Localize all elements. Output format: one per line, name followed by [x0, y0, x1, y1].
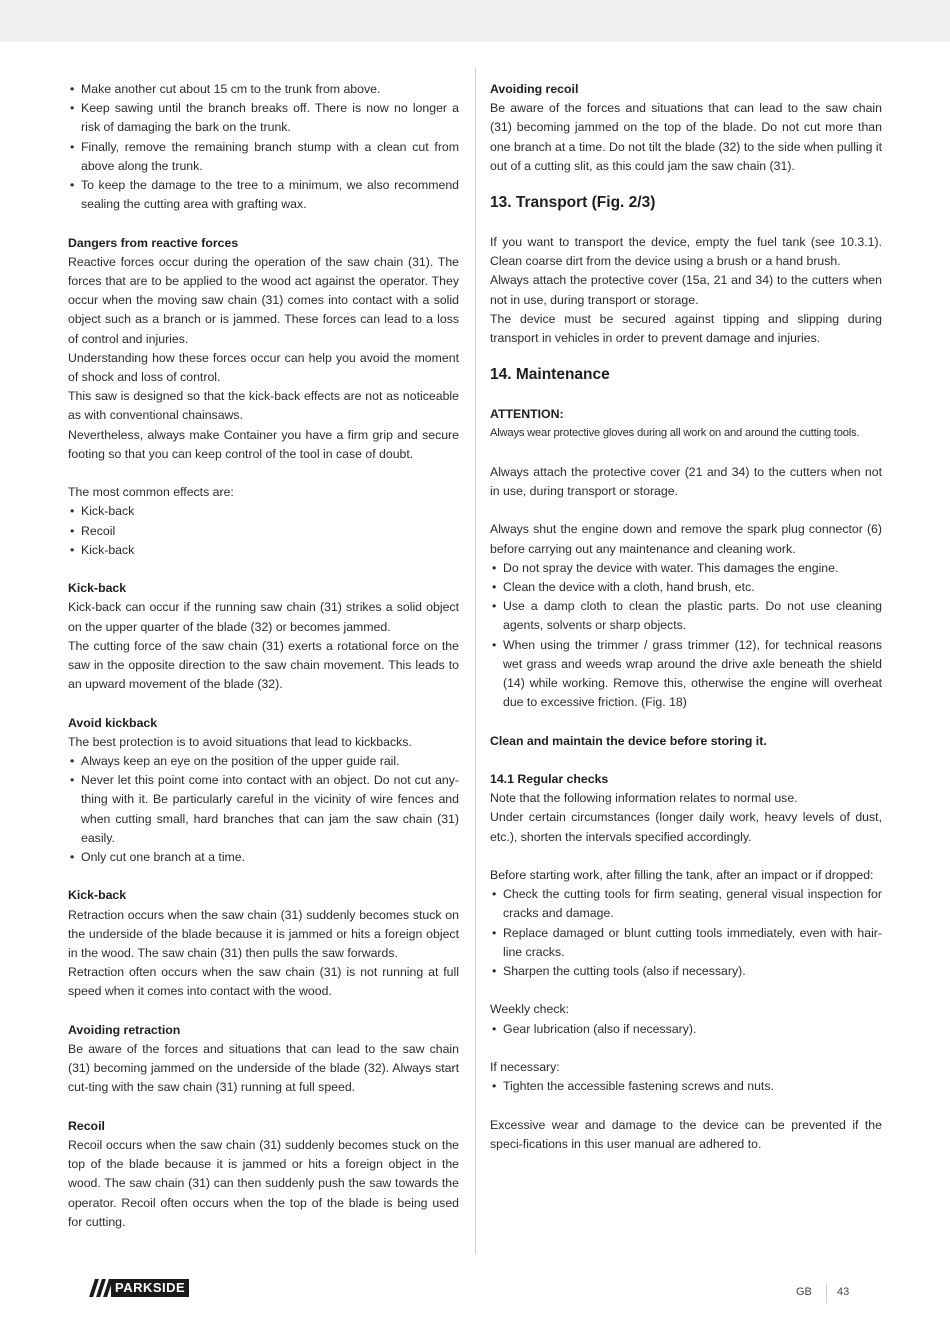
list-item: • Keep sawing until the branch breaks off. There is now no longer a risk of damaging the bark on the trunk.	[68, 99, 459, 137]
paragraph: If you want to transport the device, empty the fuel tank (see 10.3.1). Clean coarse dirt from the device using a brush or a hand brush.	[490, 235, 882, 269]
avoid-kickback-list	[68, 752, 459, 867]
paragraph: Always attach the protective cover (15a, 21 and 34) to the cutters when not in use, during transport or storage.	[490, 273, 882, 307]
paragraph: The best protection is to avoid situations that lead to kickbacks.	[68, 734, 412, 749]
list-item: • When using the trimmer / grass trimmer (12), for technical reasons wet grass and weeds wrap around the drive axle beneath the shield (14) while working. Remove this, otherwise the engine will overheat due to excessive friction. (Fig. 18)	[490, 636, 882, 713]
list-item: • Replace damaged or blunt cutting tools immediately, even with hair-line cracks.	[490, 924, 882, 962]
kickback2-heading: Kick-back	[68, 888, 127, 903]
list-item: • Only cut one branch at a time.	[68, 848, 459, 867]
list-item: • Clean the device with a cloth, hand brush, etc.	[490, 578, 882, 597]
avoiding-recoil-heading: Avoiding recoil	[490, 82, 579, 96]
list-item: • Kick-back	[68, 541, 459, 560]
list-item: • Gear lubrication (also if necessary).	[490, 1020, 882, 1039]
logo-slashes-icon	[89, 1279, 111, 1297]
necessary-intro: If necessary:	[490, 1060, 560, 1075]
paragraph: Recoil occurs when the saw chain (31) suddenly becomes stuck on the top of the blade because it is jammed or hits a foreign object in the wood. The saw chain (31) can then suddenly push the saw towards the operator. Recoil often occurs when the top of the blade is being used for cutting.	[68, 1138, 459, 1229]
paragraph: Kick-back can occur if the running saw chain (31) strikes a solid object on the upper quarter of the blade (32) or becomes jammed.	[68, 600, 459, 634]
paragraph: Before starting work, after filling the tank, after an impact or if dropped:	[490, 868, 874, 883]
attention-text: Always wear protective gloves during all work on and around the cutting tools.	[490, 427, 860, 440]
paragraph: Always shut the engine down and remove the spark plug connector (6) before carrying out any maintenance and cleaning work.	[490, 522, 882, 556]
paragraph: Be aware of the forces and situations that can lead to the saw chain (31) becoming jammed on the underside of the blade (32). Always start cut-ting with the saw chain (31) running at full speed.	[68, 1042, 459, 1095]
weekly-list	[490, 1020, 882, 1039]
list-item: • Always keep an eye on the position of the upper guide rail.	[68, 752, 459, 771]
common-effects-intro: The most common effects are:	[68, 485, 234, 500]
brand-name: PARKSIDE	[111, 1279, 189, 1297]
list-item: • Sharpen the cutting tools (also if necessary).	[490, 962, 882, 981]
paragraph: This saw is designed so that the kick-back effects are not as noticeable as with conventional chainsaws.	[68, 389, 459, 423]
transport-heading: 13. Transport (Fig. 2/3)	[490, 194, 656, 212]
paragraph: Note that the following information relates to normal use.	[490, 791, 798, 806]
left-column	[68, 80, 459, 1232]
paragraph: The device must be secured against tipping and slipping during transport in vehicles in order to prevent damage and injuries.	[490, 311, 882, 346]
paragraph: Retraction often occurs when the saw chain (31) is not running at full speed when it comes into contact with the wood.	[68, 965, 459, 999]
necessary-list	[490, 1077, 882, 1096]
language-code: GB	[796, 1286, 812, 1298]
paragraph: Nevertheless, always make Container you have a firm grip and secure footing so that you can keep control of the tool in case of doubt.	[68, 427, 459, 461]
dangers-heading: Dangers from reactive forces	[68, 235, 239, 250]
list-item: • Kick-back	[68, 502, 459, 521]
list-item: • Never let this point come into contact with an object. Do not cut any-thing with it. Be particularly careful in the vicinity of wire fences and when cutting small, hard branches that can jam the saw chain (31) easily.	[68, 771, 459, 848]
list-item: • To keep the damage to the tree to a minimum, we also recommend sealing the cutting area with grafting wax.	[68, 176, 459, 214]
paragraph: Retraction occurs when the saw chain (31) suddenly becomes stuck on the underside of the blade because it is jammed or hits a foreign object in the wood. The saw chain (31) then pulls the saw forwards.	[68, 907, 459, 961]
paragraph: Reactive forces occur during the operation of the saw chain (31). The forces that are to be applied to the wood act against the operator. They occur when the moving saw chain (31) comes into contact with a solid object such as a branch or is jammed. These forces can lead to a loss of control and injuries.	[68, 254, 459, 346]
avoid-kickback-heading: Avoid kickback	[68, 715, 158, 730]
maintenance-heading: 14. Maintenance	[490, 366, 610, 384]
paragraph: The cutting force of the saw chain (31) exerts a rotational force on the saw in the opposite direction to the saw chain movement. This leads to an upward movement of the blade (32).	[68, 638, 459, 692]
kickback-heading: Kick-back	[68, 581, 127, 596]
weekly-intro: Weekly check:	[490, 1002, 570, 1017]
list-item: • Recoil	[68, 522, 459, 541]
right-column	[490, 80, 882, 1154]
page-number: 43	[837, 1286, 850, 1298]
list-item: • Make another cut about 15 cm to the trunk from above.	[68, 80, 459, 99]
paragraph: Always attach the protective cover (21 and 34) to the cutters when not in use, during transport or storage.	[490, 464, 882, 499]
store-note: Clean and maintain the device before storing it.	[490, 733, 767, 748]
before-work-list	[490, 885, 882, 981]
intro-bullets	[68, 80, 459, 214]
top-band	[0, 0, 950, 42]
maintenance-list	[490, 559, 882, 713]
list-item: • Check the cutting tools for firm seating, general visual inspection for cracks and damage.	[490, 885, 882, 923]
regular-checks-heading: 14.1 Regular checks	[490, 772, 609, 787]
recoil-heading: Recoil	[68, 1118, 105, 1133]
paragraph: Excessive wear and damage to the device can be prevented if the speci-fications in this user manual are adhered to.	[490, 1117, 882, 1151]
list-item: • Finally, remove the remaining branch stump with a clean cut from above along the trunk.	[68, 138, 459, 176]
parkside-logo	[89, 1279, 189, 1297]
paragraph: Under certain circumstances (longer daily work, heavy levels of dust, etc.), shorten the intervals specified accordingly.	[490, 810, 882, 844]
list-item: • Tighten the accessible fastening screws and nuts.	[490, 1077, 882, 1096]
paragraph: Understanding how these forces occur can help you avoid the moment of shock and loss of control.	[68, 350, 459, 385]
avoiding-retraction-heading: Avoiding retraction	[68, 1022, 181, 1037]
common-effects-list	[68, 502, 459, 560]
footer-divider	[826, 1283, 827, 1303]
list-item: • Use a damp cloth to clean the plastic parts. Do not use cleaning agents, solvents or sharp objects.	[490, 597, 882, 635]
paragraph: Be aware of the forces and situations that can lead to the saw chain (31) becoming jammed on the top of the blade. Do not cut more than one branch at a time. Do not tilt the blade (32) to the side when pulling it out of a cutting slit, as this could jam the saw chain (31).	[490, 101, 882, 173]
list-item: • Do not spray the device with water. This damages the engine.	[490, 559, 882, 578]
column-divider	[475, 68, 476, 1254]
attention-label: ATTENTION:	[490, 407, 564, 422]
